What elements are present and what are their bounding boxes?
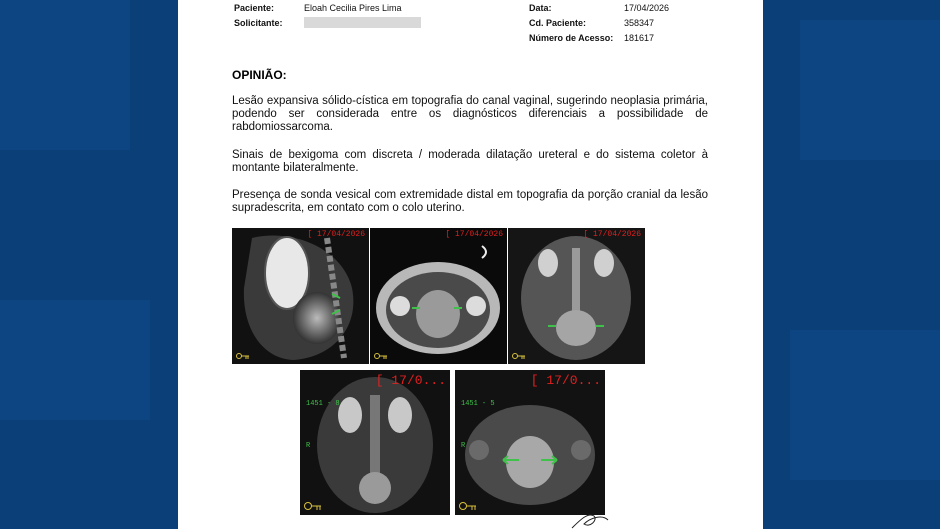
key-icon: [304, 501, 322, 511]
key-icon: [236, 352, 250, 360]
opiniao-title: OPINIÃO:: [232, 68, 287, 82]
mri-axial-image: [370, 228, 507, 364]
series-label: 1451 - 8: [306, 400, 340, 408]
mri-sagittal-image: [232, 228, 369, 364]
patient-header: [234, 0, 421, 30]
mri-sagittal-drawing: [232, 228, 369, 364]
opiniao-paragraph-2: Sinais de bexigoma com discreta / moderada dilatação ureteral e do sistema coletor à montante bilateralmente.: [232, 149, 708, 174]
date-stamp: [ 17/04/2026: [307, 230, 365, 239]
paciente-value: Eloah Cecilia Pires Lima: [304, 2, 402, 13]
background-tile: [0, 0, 130, 150]
background-tile: [790, 330, 940, 480]
mri-coronal-t2-drawing: [300, 370, 450, 515]
mri-axial-t2-drawing: [455, 370, 605, 515]
paciente-row: [234, 0, 421, 15]
key-icon: [512, 352, 526, 360]
acesso-value: 181617: [624, 32, 655, 43]
mri-coronal-t2-image: [300, 370, 450, 515]
date-stamp: [ 17/0...: [375, 373, 446, 388]
background-tile: [800, 20, 940, 160]
signature-mark: [570, 510, 610, 529]
date-stamp: [ 17/0...: [530, 373, 601, 388]
key-icon: [374, 352, 388, 360]
data-label: Data:: [529, 2, 552, 13]
mri-axial-drawing: [370, 228, 507, 364]
report-page: [178, 0, 763, 529]
mri-axial-t2-image: [455, 370, 605, 515]
opiniao-paragraph-3: Presença de sonda vesical com extremidade distal em topografia da porção cranial da lesão supradescrita, em contato com o colo uterino.: [232, 189, 708, 214]
background-tile: [0, 300, 150, 420]
solicitante-label: Solicitante:: [234, 17, 283, 28]
cd-paciente-row: [529, 15, 669, 30]
opiniao-paragraph-1: Lesão expansiva sólido-cística em topografia do canal vaginal, sugerindo neoplasia primária, podendo ser considerada entre os diagnósticos diferenciais a possibilidade de rabdomiossarcoma.: [232, 95, 708, 133]
solicitante-row: [234, 15, 421, 30]
date-stamp: [ 17/04/2026: [583, 230, 641, 239]
mri-coronal-drawing: [508, 228, 645, 364]
date-stamp: [ 17/04/2026: [445, 230, 503, 239]
side-marker: R: [461, 442, 466, 450]
acesso-label: Número de Acesso:: [529, 32, 614, 43]
key-icon: [459, 501, 477, 511]
mri-coronal-image: [508, 228, 645, 364]
side-marker: R: [306, 442, 311, 450]
acesso-row: [529, 30, 669, 45]
data-value: 17/04/2026: [624, 2, 670, 13]
series-label: 1451 - 5: [461, 400, 495, 408]
exam-header: [529, 0, 669, 45]
solicitante-redacted: [304, 17, 421, 28]
cd-paciente-value: 358347: [624, 17, 655, 28]
data-row: [529, 0, 669, 15]
cd-paciente-label: Cd. Paciente:: [529, 17, 587, 28]
paciente-label: Paciente:: [234, 2, 275, 13]
